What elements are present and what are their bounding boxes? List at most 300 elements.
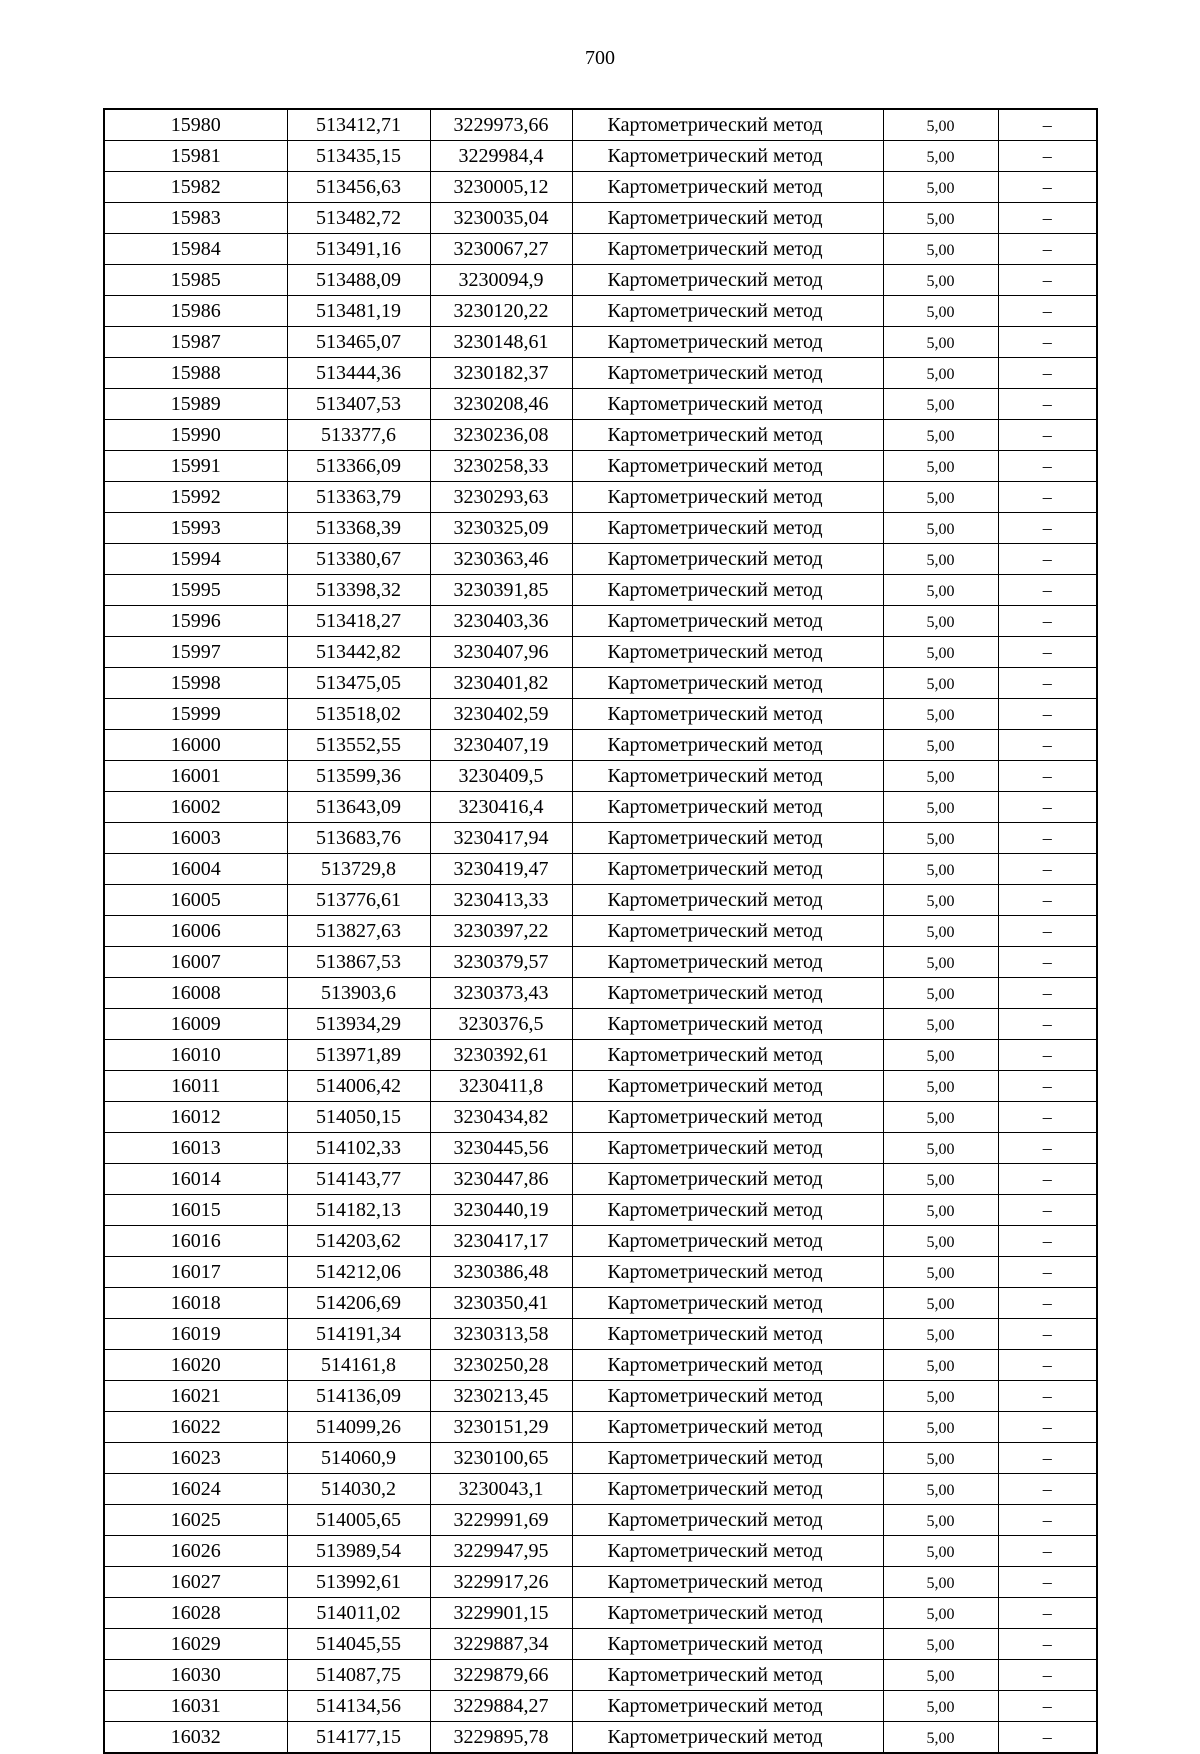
- point-number-cell: 15985: [104, 265, 287, 296]
- x-coordinate-cell: 514087,75: [287, 1660, 430, 1691]
- point-number-cell: 16023: [104, 1443, 287, 1474]
- table-row: [104, 1381, 1097, 1412]
- y-coordinate-cell: 3230213,45: [430, 1381, 572, 1412]
- y-coordinate-cell: 3230236,08: [430, 420, 572, 451]
- description-cell: –: [998, 606, 1097, 637]
- accuracy-cell: 5,00: [883, 885, 998, 916]
- description-cell: –: [998, 296, 1097, 327]
- description-cell: –: [998, 823, 1097, 854]
- accuracy-cell: 5,00: [883, 1691, 998, 1722]
- x-coordinate-cell: 513683,76: [287, 823, 430, 854]
- x-coordinate-cell: 513380,67: [287, 544, 430, 575]
- table-row: [104, 699, 1097, 730]
- x-coordinate-cell: 514134,56: [287, 1691, 430, 1722]
- table-row: [104, 327, 1097, 358]
- description-cell: –: [998, 1474, 1097, 1505]
- y-coordinate-cell: 3230325,09: [430, 513, 572, 544]
- table-row: [104, 606, 1097, 637]
- y-coordinate-cell: 3230363,46: [430, 544, 572, 575]
- y-coordinate-cell: 3230419,47: [430, 854, 572, 885]
- accuracy-cell: 5,00: [883, 389, 998, 420]
- table-row: [104, 513, 1097, 544]
- x-coordinate-cell: 513444,36: [287, 358, 430, 389]
- description-cell: –: [998, 1195, 1097, 1226]
- x-coordinate-cell: 514030,2: [287, 1474, 430, 1505]
- table-row: [104, 203, 1097, 234]
- description-cell: –: [998, 1443, 1097, 1474]
- method-cell: Картометрический метод: [572, 1412, 883, 1443]
- description-cell: –: [998, 1567, 1097, 1598]
- description-cell: –: [998, 141, 1097, 172]
- description-cell: –: [998, 947, 1097, 978]
- description-cell: –: [998, 482, 1097, 513]
- accuracy-cell: 5,00: [883, 203, 998, 234]
- accuracy-cell: 5,00: [883, 1164, 998, 1195]
- method-cell: Картометрический метод: [572, 1226, 883, 1257]
- y-coordinate-cell: 3230413,33: [430, 885, 572, 916]
- accuracy-cell: 5,00: [883, 916, 998, 947]
- x-coordinate-cell: 513488,09: [287, 265, 430, 296]
- accuracy-cell: 5,00: [883, 1660, 998, 1691]
- x-coordinate-cell: 514006,42: [287, 1071, 430, 1102]
- accuracy-cell: 5,00: [883, 947, 998, 978]
- x-coordinate-cell: 514177,15: [287, 1722, 430, 1754]
- description-cell: –: [998, 916, 1097, 947]
- method-cell: Картометрический метод: [572, 575, 883, 606]
- table-row: [104, 1319, 1097, 1350]
- accuracy-cell: 5,00: [883, 327, 998, 358]
- method-cell: Картометрический метод: [572, 389, 883, 420]
- y-coordinate-cell: 3230182,37: [430, 358, 572, 389]
- x-coordinate-cell: 514161,8: [287, 1350, 430, 1381]
- y-coordinate-cell: 3230407,96: [430, 637, 572, 668]
- table-row: [104, 172, 1097, 203]
- y-coordinate-cell: 3229884,27: [430, 1691, 572, 1722]
- description-cell: –: [998, 1226, 1097, 1257]
- method-cell: Картометрический метод: [572, 792, 883, 823]
- point-number-cell: 16011: [104, 1071, 287, 1102]
- accuracy-cell: 5,00: [883, 1009, 998, 1040]
- y-coordinate-cell: 3229887,34: [430, 1629, 572, 1660]
- accuracy-cell: 5,00: [883, 1133, 998, 1164]
- method-cell: Картометрический метод: [572, 699, 883, 730]
- x-coordinate-cell: 514191,34: [287, 1319, 430, 1350]
- point-number-cell: 15986: [104, 296, 287, 327]
- x-coordinate-cell: 513366,09: [287, 451, 430, 482]
- point-number-cell: 16015: [104, 1195, 287, 1226]
- accuracy-cell: 5,00: [883, 761, 998, 792]
- description-cell: –: [998, 761, 1097, 792]
- table-row: [104, 1536, 1097, 1567]
- x-coordinate-cell: 513456,63: [287, 172, 430, 203]
- description-cell: –: [998, 854, 1097, 885]
- method-cell: Картометрический метод: [572, 544, 883, 575]
- y-coordinate-cell: 3230094,9: [430, 265, 572, 296]
- description-cell: –: [998, 1381, 1097, 1412]
- accuracy-cell: 5,00: [883, 141, 998, 172]
- x-coordinate-cell: 513435,15: [287, 141, 430, 172]
- accuracy-cell: 5,00: [883, 1536, 998, 1567]
- y-coordinate-cell: 3229879,66: [430, 1660, 572, 1691]
- description-cell: –: [998, 451, 1097, 482]
- method-cell: Картометрический метод: [572, 1536, 883, 1567]
- accuracy-cell: 5,00: [883, 978, 998, 1009]
- description-cell: –: [998, 1412, 1097, 1443]
- method-cell: Картометрический метод: [572, 1567, 883, 1598]
- y-coordinate-cell: 3230386,48: [430, 1257, 572, 1288]
- x-coordinate-cell: 513971,89: [287, 1040, 430, 1071]
- x-coordinate-cell: 513827,63: [287, 916, 430, 947]
- table-row: [104, 234, 1097, 265]
- table-row: [104, 1009, 1097, 1040]
- description-cell: –: [998, 1071, 1097, 1102]
- method-cell: Картометрический метод: [572, 761, 883, 792]
- point-number-cell: 16031: [104, 1691, 287, 1722]
- point-number-cell: 16009: [104, 1009, 287, 1040]
- x-coordinate-cell: 513989,54: [287, 1536, 430, 1567]
- table-row: [104, 1660, 1097, 1691]
- point-number-cell: 15997: [104, 637, 287, 668]
- method-cell: Картометрический метод: [572, 1505, 883, 1536]
- description-cell: –: [998, 513, 1097, 544]
- accuracy-cell: 5,00: [883, 1257, 998, 1288]
- table-row: [104, 265, 1097, 296]
- y-coordinate-cell: 3230407,19: [430, 730, 572, 761]
- y-coordinate-cell: 3230151,29: [430, 1412, 572, 1443]
- x-coordinate-cell: 514050,15: [287, 1102, 430, 1133]
- point-number-cell: 15981: [104, 141, 287, 172]
- method-cell: Картометрический метод: [572, 1164, 883, 1195]
- y-coordinate-cell: 3230391,85: [430, 575, 572, 606]
- x-coordinate-cell: 513418,27: [287, 606, 430, 637]
- accuracy-cell: 5,00: [883, 1443, 998, 1474]
- accuracy-cell: 5,00: [883, 730, 998, 761]
- x-coordinate-cell: 513552,55: [287, 730, 430, 761]
- point-number-cell: 16002: [104, 792, 287, 823]
- y-coordinate-cell: 3230313,58: [430, 1319, 572, 1350]
- table-row: [104, 451, 1097, 482]
- description-cell: –: [998, 389, 1097, 420]
- description-cell: –: [998, 792, 1097, 823]
- point-number-cell: 16022: [104, 1412, 287, 1443]
- description-cell: –: [998, 699, 1097, 730]
- description-cell: –: [998, 1536, 1097, 1567]
- accuracy-cell: 5,00: [883, 296, 998, 327]
- point-number-cell: 16001: [104, 761, 287, 792]
- x-coordinate-cell: 514136,09: [287, 1381, 430, 1412]
- y-coordinate-cell: 3229984,4: [430, 141, 572, 172]
- coordinates-table: [103, 108, 1098, 1754]
- description-cell: –: [998, 1319, 1097, 1350]
- method-cell: Картометрический метод: [572, 1381, 883, 1412]
- description-cell: –: [998, 544, 1097, 575]
- point-number-cell: 15993: [104, 513, 287, 544]
- accuracy-cell: 5,00: [883, 1071, 998, 1102]
- table-row: [104, 637, 1097, 668]
- table-row: [104, 730, 1097, 761]
- table-row: [104, 1443, 1097, 1474]
- y-coordinate-cell: 3230258,33: [430, 451, 572, 482]
- page-number: 700: [585, 47, 615, 69]
- method-cell: Картометрический метод: [572, 420, 883, 451]
- x-coordinate-cell: 514206,69: [287, 1288, 430, 1319]
- point-number-cell: 16017: [104, 1257, 287, 1288]
- point-number-cell: 15982: [104, 172, 287, 203]
- y-coordinate-cell: 3230417,94: [430, 823, 572, 854]
- x-coordinate-cell: 514011,02: [287, 1598, 430, 1629]
- method-cell: Картометрический метод: [572, 1071, 883, 1102]
- method-cell: Картометрический метод: [572, 1288, 883, 1319]
- x-coordinate-cell: 513491,16: [287, 234, 430, 265]
- y-coordinate-cell: 3230250,28: [430, 1350, 572, 1381]
- y-coordinate-cell: 3230376,5: [430, 1009, 572, 1040]
- x-coordinate-cell: 513407,53: [287, 389, 430, 420]
- method-cell: Картометрический метод: [572, 823, 883, 854]
- point-number-cell: 15984: [104, 234, 287, 265]
- table-row: [104, 947, 1097, 978]
- method-cell: Картометрический метод: [572, 1629, 883, 1660]
- y-coordinate-cell: 3229901,15: [430, 1598, 572, 1629]
- y-coordinate-cell: 3230409,5: [430, 761, 572, 792]
- method-cell: Картометрический метод: [572, 172, 883, 203]
- y-coordinate-cell: 3230416,4: [430, 792, 572, 823]
- accuracy-cell: 5,00: [883, 1381, 998, 1412]
- accuracy-cell: 5,00: [883, 823, 998, 854]
- method-cell: Картометрический метод: [572, 1102, 883, 1133]
- point-number-cell: 16027: [104, 1567, 287, 1598]
- accuracy-cell: 5,00: [883, 1319, 998, 1350]
- y-coordinate-cell: 3230401,82: [430, 668, 572, 699]
- table-row: [104, 823, 1097, 854]
- x-coordinate-cell: 513377,6: [287, 420, 430, 451]
- description-cell: –: [998, 1598, 1097, 1629]
- method-cell: Картометрический метод: [572, 109, 883, 141]
- method-cell: Картометрический метод: [572, 358, 883, 389]
- accuracy-cell: 5,00: [883, 792, 998, 823]
- point-number-cell: 16021: [104, 1381, 287, 1412]
- table-row: [104, 141, 1097, 172]
- method-cell: Картометрический метод: [572, 916, 883, 947]
- x-coordinate-cell: 513992,61: [287, 1567, 430, 1598]
- table-row: [104, 1598, 1097, 1629]
- accuracy-cell: 5,00: [883, 1226, 998, 1257]
- x-coordinate-cell: 513363,79: [287, 482, 430, 513]
- x-coordinate-cell: 514182,13: [287, 1195, 430, 1226]
- x-coordinate-cell: 513482,72: [287, 203, 430, 234]
- accuracy-cell: 5,00: [883, 1598, 998, 1629]
- method-cell: Картометрический метод: [572, 1133, 883, 1164]
- point-number-cell: 15989: [104, 389, 287, 420]
- description-cell: –: [998, 1164, 1097, 1195]
- method-cell: Картометрический метод: [572, 1443, 883, 1474]
- method-cell: Картометрический метод: [572, 730, 883, 761]
- table-row: [104, 482, 1097, 513]
- point-number-cell: 15988: [104, 358, 287, 389]
- x-coordinate-cell: 514143,77: [287, 1164, 430, 1195]
- point-number-cell: 16010: [104, 1040, 287, 1071]
- table-row: [104, 544, 1097, 575]
- method-cell: Картометрический метод: [572, 637, 883, 668]
- accuracy-cell: 5,00: [883, 1629, 998, 1660]
- description-cell: –: [998, 265, 1097, 296]
- accuracy-cell: 5,00: [883, 451, 998, 482]
- table-row: [104, 1474, 1097, 1505]
- point-number-cell: 15999: [104, 699, 287, 730]
- x-coordinate-cell: 513518,02: [287, 699, 430, 730]
- y-coordinate-cell: 3230208,46: [430, 389, 572, 420]
- y-coordinate-cell: 3230440,19: [430, 1195, 572, 1226]
- y-coordinate-cell: 3229895,78: [430, 1722, 572, 1754]
- description-cell: –: [998, 203, 1097, 234]
- accuracy-cell: 5,00: [883, 1102, 998, 1133]
- method-cell: Картометрический метод: [572, 1195, 883, 1226]
- point-number-cell: 16014: [104, 1164, 287, 1195]
- x-coordinate-cell: 513934,29: [287, 1009, 430, 1040]
- description-cell: –: [998, 420, 1097, 451]
- description-cell: –: [998, 109, 1097, 141]
- description-cell: –: [998, 668, 1097, 699]
- method-cell: Картометрический метод: [572, 1598, 883, 1629]
- y-coordinate-cell: 3230447,86: [430, 1164, 572, 1195]
- method-cell: Картометрический метод: [572, 606, 883, 637]
- method-cell: Картометрический метод: [572, 451, 883, 482]
- y-coordinate-cell: 3230100,65: [430, 1443, 572, 1474]
- y-coordinate-cell: 3229947,95: [430, 1536, 572, 1567]
- point-number-cell: 16013: [104, 1133, 287, 1164]
- x-coordinate-cell: 514060,9: [287, 1443, 430, 1474]
- method-cell: Картометрический метод: [572, 1722, 883, 1754]
- table-row: [104, 1040, 1097, 1071]
- accuracy-cell: 5,00: [883, 358, 998, 389]
- table-row: [104, 1102, 1097, 1133]
- y-coordinate-cell: 3230397,22: [430, 916, 572, 947]
- method-cell: Картометрический метод: [572, 1009, 883, 1040]
- table-row: [104, 1350, 1097, 1381]
- method-cell: Картометрический метод: [572, 1257, 883, 1288]
- accuracy-cell: 5,00: [883, 265, 998, 296]
- x-coordinate-cell: 513398,32: [287, 575, 430, 606]
- point-number-cell: 15980: [104, 109, 287, 141]
- method-cell: Картометрический метод: [572, 141, 883, 172]
- description-cell: –: [998, 1102, 1097, 1133]
- description-cell: –: [998, 885, 1097, 916]
- point-number-cell: 16028: [104, 1598, 287, 1629]
- description-cell: –: [998, 1257, 1097, 1288]
- table-row: [104, 978, 1097, 1009]
- accuracy-cell: 5,00: [883, 575, 998, 606]
- x-coordinate-cell: 513867,53: [287, 947, 430, 978]
- point-number-cell: 15991: [104, 451, 287, 482]
- y-coordinate-cell: 3229991,69: [430, 1505, 572, 1536]
- table-row: [104, 575, 1097, 606]
- point-number-cell: 15992: [104, 482, 287, 513]
- point-number-cell: 16026: [104, 1536, 287, 1567]
- y-coordinate-cell: 3230350,41: [430, 1288, 572, 1319]
- point-number-cell: 15998: [104, 668, 287, 699]
- x-coordinate-cell: 513903,6: [287, 978, 430, 1009]
- description-cell: –: [998, 1691, 1097, 1722]
- y-coordinate-cell: 3230067,27: [430, 234, 572, 265]
- accuracy-cell: 5,00: [883, 544, 998, 575]
- description-cell: –: [998, 172, 1097, 203]
- y-coordinate-cell: 3230434,82: [430, 1102, 572, 1133]
- method-cell: Картометрический метод: [572, 854, 883, 885]
- accuracy-cell: 5,00: [883, 637, 998, 668]
- table-row: [104, 1071, 1097, 1102]
- method-cell: Картометрический метод: [572, 947, 883, 978]
- coordinates-table-body: [104, 109, 1097, 1753]
- description-cell: –: [998, 358, 1097, 389]
- table-row: [104, 1691, 1097, 1722]
- point-number-cell: 16032: [104, 1722, 287, 1754]
- x-coordinate-cell: 513475,05: [287, 668, 430, 699]
- table-row: [104, 109, 1097, 141]
- table-row: [104, 1722, 1097, 1754]
- accuracy-cell: 5,00: [883, 854, 998, 885]
- method-cell: Картометрический метод: [572, 978, 883, 1009]
- method-cell: Картометрический метод: [572, 1040, 883, 1071]
- description-cell: –: [998, 1629, 1097, 1660]
- point-number-cell: 16005: [104, 885, 287, 916]
- method-cell: Картометрический метод: [572, 1319, 883, 1350]
- x-coordinate-cell: 513643,09: [287, 792, 430, 823]
- point-number-cell: 16024: [104, 1474, 287, 1505]
- point-number-cell: 15990: [104, 420, 287, 451]
- point-number-cell: 16012: [104, 1102, 287, 1133]
- accuracy-cell: 5,00: [883, 1567, 998, 1598]
- table-row: [104, 1195, 1097, 1226]
- table-row: [104, 420, 1097, 451]
- point-number-cell: 16007: [104, 947, 287, 978]
- description-cell: –: [998, 1133, 1097, 1164]
- accuracy-cell: 5,00: [883, 1195, 998, 1226]
- point-number-cell: 16006: [104, 916, 287, 947]
- description-cell: –: [998, 1288, 1097, 1319]
- table-row: [104, 761, 1097, 792]
- point-number-cell: 16019: [104, 1319, 287, 1350]
- description-cell: –: [998, 1722, 1097, 1754]
- table-row: [104, 296, 1097, 327]
- accuracy-cell: 5,00: [883, 1288, 998, 1319]
- point-number-cell: 16018: [104, 1288, 287, 1319]
- point-number-cell: 16003: [104, 823, 287, 854]
- description-cell: –: [998, 637, 1097, 668]
- point-number-cell: 16020: [104, 1350, 287, 1381]
- description-cell: –: [998, 978, 1097, 1009]
- accuracy-cell: 5,00: [883, 1474, 998, 1505]
- point-number-cell: 16030: [104, 1660, 287, 1691]
- method-cell: Картометрический метод: [572, 1474, 883, 1505]
- x-coordinate-cell: 514099,26: [287, 1412, 430, 1443]
- accuracy-cell: 5,00: [883, 513, 998, 544]
- table-row: [104, 1567, 1097, 1598]
- table-row: [104, 668, 1097, 699]
- point-number-cell: 15995: [104, 575, 287, 606]
- table-row: [104, 1164, 1097, 1195]
- accuracy-cell: 5,00: [883, 1412, 998, 1443]
- table-row: [104, 358, 1097, 389]
- description-cell: –: [998, 575, 1097, 606]
- y-coordinate-cell: 3230445,56: [430, 1133, 572, 1164]
- description-cell: –: [998, 1009, 1097, 1040]
- y-coordinate-cell: 3230120,22: [430, 296, 572, 327]
- description-cell: –: [998, 1505, 1097, 1536]
- table-row: [104, 885, 1097, 916]
- point-number-cell: 16008: [104, 978, 287, 1009]
- x-coordinate-cell: 513368,39: [287, 513, 430, 544]
- y-coordinate-cell: 3230148,61: [430, 327, 572, 358]
- point-number-cell: 15983: [104, 203, 287, 234]
